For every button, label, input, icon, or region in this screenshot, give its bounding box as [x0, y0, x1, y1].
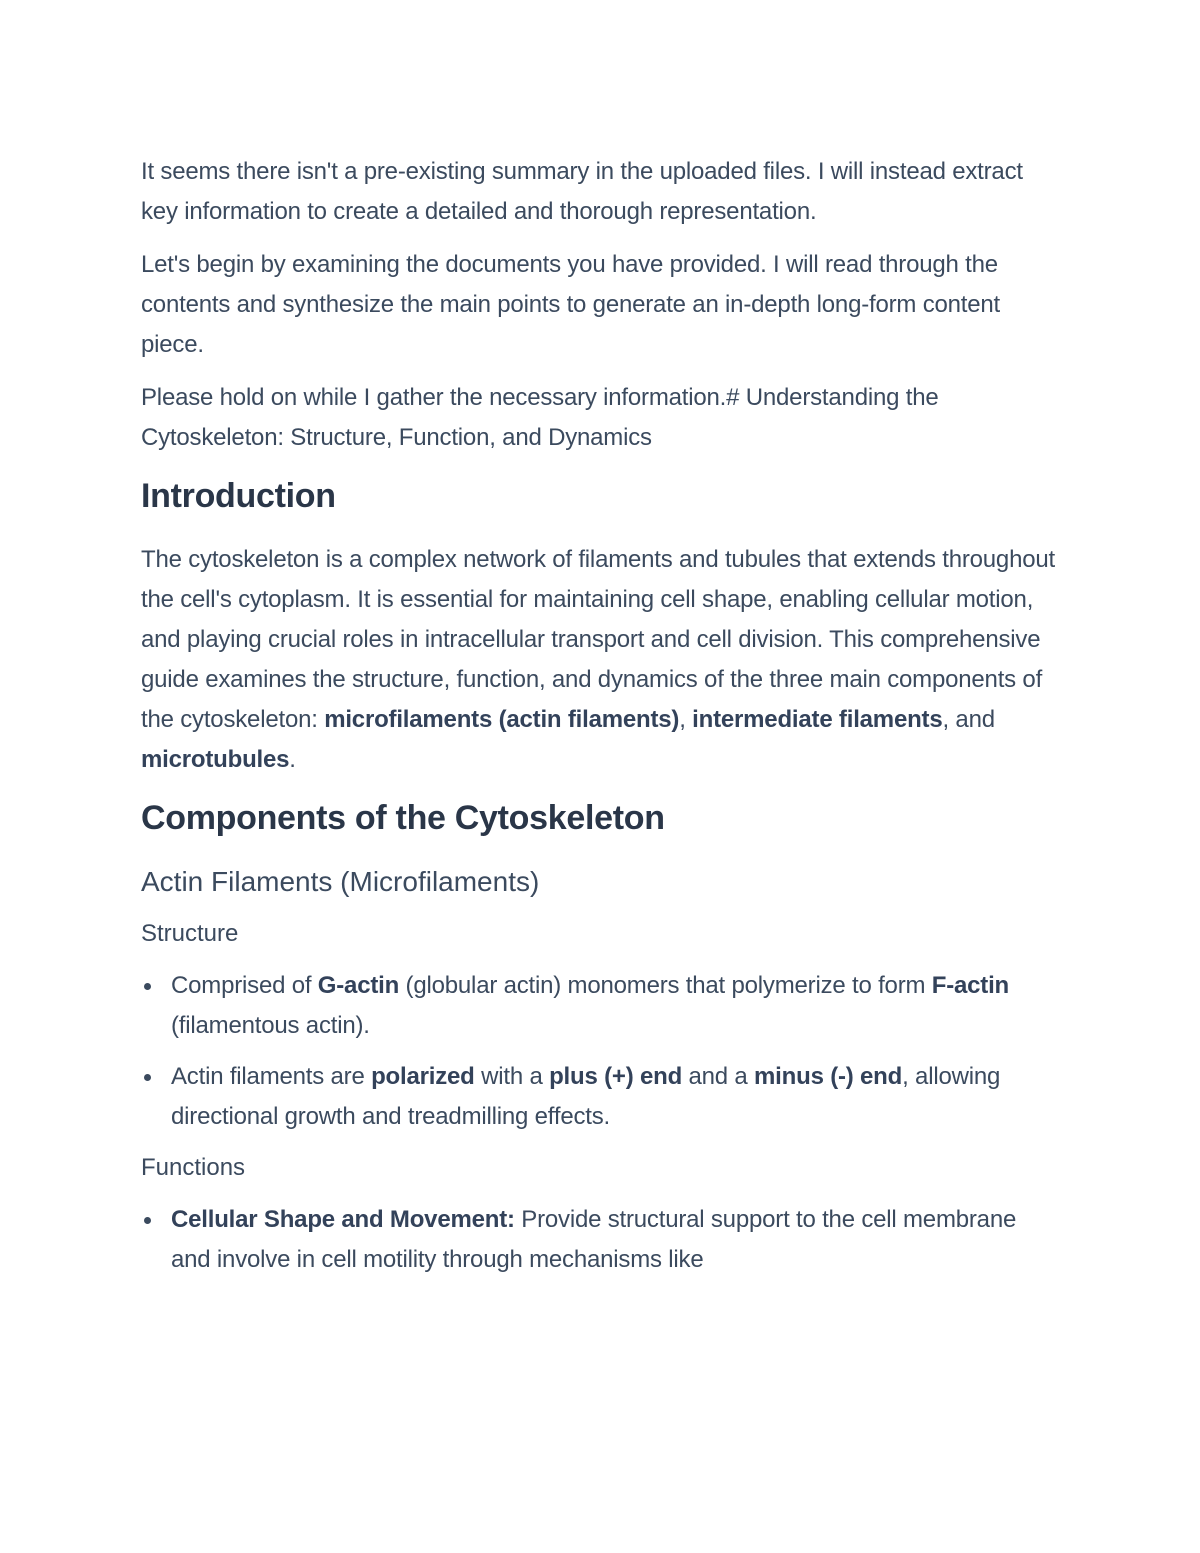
actin-filaments-heading: Actin Filaments (Microfilaments): [141, 866, 540, 897]
term-microtubules: microtubules: [141, 746, 290, 773]
introduction-heading: Introduction: [141, 477, 336, 515]
bullet-icon: [144, 1217, 151, 1224]
term-f-actin: F-actin: [931, 972, 1010, 999]
term-g-actin: G-actin: [317, 972, 400, 999]
intro-paragraph-1: It seems there isn't a pre-existing summary in the uploaded files. I will instead extract key information to create a detailed and thorough representation.: [141, 158, 1023, 225]
list-item: [141, 966, 1061, 1046]
bullet-icon: [144, 1074, 151, 1081]
components-heading: Components of the Cytoskeleton: [141, 799, 665, 837]
document-page: [141, 152, 1061, 1291]
item-text: Actin filaments are: [171, 1063, 372, 1090]
item-text: and a: [682, 1063, 755, 1090]
term-polarized: polarized: [371, 1063, 475, 1090]
period-text: .: [289, 746, 296, 773]
separator-text: ,: [679, 706, 693, 733]
intro-paragraph-3: Please hold on while I gather the necessary information.# Understanding the Cytoskeleton: Structure, Function, and Dynamics: [141, 384, 939, 451]
item-text: Provide structural support to the cell membrane and involve in cell motility through mechanisms like: [171, 1206, 1017, 1273]
term-microfilaments: microfilaments (actin filaments): [324, 706, 680, 733]
item-text: (filamentous actin).: [171, 1012, 370, 1039]
functions-list: [141, 1200, 1061, 1280]
list-item: [141, 1200, 1061, 1280]
item-text: Comprised of: [171, 972, 318, 999]
introduction-text: The cytoskeleton is a complex network of filaments and tubules that extends throughout the cell's cytoplasm. It is essential for maintaining cell shape, enabling cellular motion, and playing crucial roles in intracellular transport and cell division. This comprehensive guide examines the structure, function, and dynamics of the three main components of the cytoskeleton:: [141, 546, 1055, 733]
item-text: , allowing directional growth and treadmilling effects.: [171, 1063, 1001, 1130]
term-plus-end: plus (+) end: [549, 1063, 683, 1090]
separator-text: , and: [942, 706, 995, 733]
item-text: (globular actin) monomers that polymerize to form: [399, 972, 932, 999]
introduction-paragraph: [141, 540, 1061, 780]
structure-list: [141, 966, 1061, 1137]
item-text: with a: [474, 1063, 550, 1090]
functions-heading: Functions: [141, 1154, 246, 1181]
intro-paragraph-2: Let's begin by examining the documents you have provided. I will read through the contents and synthesize the main points to generate an in-depth long-form content piece.: [141, 251, 1001, 358]
term-intermediate-filaments: intermediate filaments: [692, 706, 943, 733]
bullet-icon: [144, 983, 151, 990]
structure-heading: Structure: [141, 920, 239, 947]
list-item: [141, 1057, 1061, 1137]
term-minus-end: minus (-) end: [754, 1063, 903, 1090]
term-cellular-shape-movement: Cellular Shape and Movement:: [171, 1206, 515, 1233]
